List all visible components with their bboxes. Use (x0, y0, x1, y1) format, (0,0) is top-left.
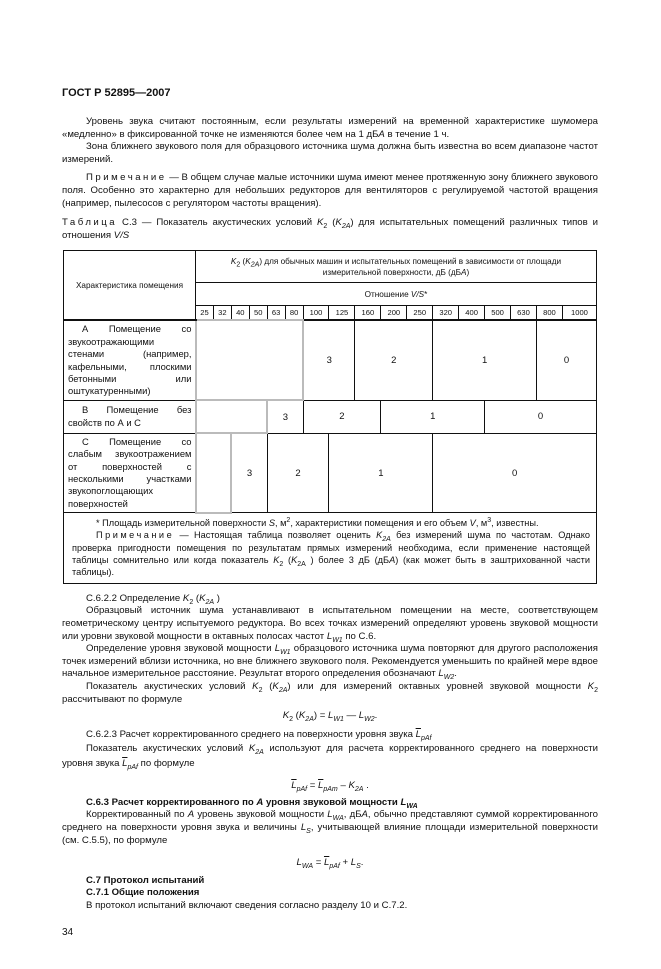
text-segment: . (374, 710, 378, 722)
table-row (64, 433, 597, 512)
ratio-column-header: 500 (485, 306, 511, 321)
text-segment: $\overline{L}$ (323, 857, 330, 869)
text-segment: K (199, 592, 206, 604)
text-segment: – (337, 780, 349, 792)
text-segment: L (328, 710, 334, 722)
text-segment: Отношение (364, 289, 411, 299)
text-segment: K (252, 680, 259, 692)
ratio-column-header: 32 (213, 306, 231, 321)
text-segment: W1 (333, 716, 344, 723)
text-segment: $\overline{L}$ (122, 758, 128, 770)
text-segment: 2 (289, 716, 294, 723)
text-segment: K (272, 680, 279, 692)
text-segment: Зона ближнего звукового поля для образцового источника шума должна быть известна во всем диапазоне частот измерений. (62, 141, 598, 165)
paragraph (62, 643, 598, 681)
text-segment: W1 (280, 649, 291, 657)
hatched-cell (196, 433, 232, 512)
text-segment: K (335, 217, 342, 229)
text-segment: ( (283, 554, 292, 565)
text-segment: L (438, 668, 444, 680)
text-segment: K (230, 256, 237, 266)
text-segment: Примечание (96, 530, 175, 541)
document-page (62, 0, 598, 969)
text-segment: 2A (354, 786, 364, 794)
text-segment: L (296, 857, 302, 869)
text-segment: , обычно представляют суммой корректированного среднего на поверхности уровня звука и величины (62, 809, 598, 834)
text-segment: K (282, 710, 290, 722)
text-segment: 2 (236, 261, 241, 269)
text-segment: ) более 3 дБ (дБ (305, 554, 390, 565)
ratio-column-header: 200 (381, 306, 407, 321)
text-segment: . (360, 857, 364, 869)
k2-value-cell: 1 (433, 320, 537, 400)
section-heading (62, 729, 598, 742)
section-heading (62, 593, 598, 606)
hatched-cell (196, 400, 268, 433)
text-segment: А (461, 267, 467, 277)
text-segment: S (268, 517, 275, 528)
text-segment: pAm (323, 786, 338, 794)
text-segment: W2 (443, 674, 455, 682)
section-heading: С.7 Протокол испытаний (86, 874, 205, 886)
text-segment: ) или для измерений октавных уровней звуковой мощности (287, 680, 588, 692)
text-segment: Определение уровня звуковой мощности (86, 643, 275, 655)
column-header-room: Характеристика помещения (64, 251, 196, 321)
text-segment: W1 (332, 636, 343, 644)
text-segment: 3 (487, 516, 492, 524)
ratio-column-header: 80 (285, 306, 303, 321)
k2-value-cell: 2 (355, 320, 433, 400)
text-segment: — (343, 710, 359, 722)
room-type-label: В Помещение без свойств по А и С (64, 400, 196, 433)
body-bottom (62, 593, 598, 913)
text-segment: 2 (189, 598, 194, 606)
text-segment: L (326, 630, 333, 642)
text-segment: уровня звуковой мощности (263, 796, 401, 808)
text-segment: по формуле (137, 758, 195, 770)
ratio-column-header: 63 (267, 306, 285, 321)
text-segment: pAf (127, 764, 138, 772)
ratio-column-header: 125 (329, 306, 355, 321)
text-segment: WA (301, 863, 314, 871)
text-segment: V/S (113, 229, 130, 241)
text-segment: S (356, 863, 361, 871)
text-segment: используют для расчета корректированного среднего на поверхности уровня звука (62, 743, 598, 770)
group-header (196, 251, 597, 283)
text-segment: L (358, 710, 365, 722)
text-segment: ) (214, 592, 220, 604)
section-heading (62, 797, 598, 810)
body-top (62, 116, 598, 242)
ratio-column-header: 40 (231, 306, 249, 321)
text-segment: С.3 — Показатель акустических условий (117, 217, 317, 229)
text-segment: ) (как может быть в заштрихованной части таблицы). (72, 554, 590, 578)
text-segment: — В общем случае малые источники шума имеют менее протяженную зону ближнего звукового поля. Особенно это характерно для небольших редукторов для вентиляторов с регулируемой частотой вращения (например, пылесосов с регулятором частоты вращения). (62, 172, 598, 209)
paragraph (62, 681, 598, 706)
text-segment: K (245, 256, 251, 266)
room-type-label: А Помещение со звукоотражающими стенами (например, кафельными, плоскими бетонными или оштукатуренными) (64, 320, 196, 400)
text-segment: . (454, 668, 457, 680)
text-segment: 2A (382, 535, 391, 543)
section-heading: С.7.1 Общие положения (86, 887, 200, 899)
ratio-column-header: 160 (355, 306, 381, 321)
text-segment: 2 (279, 560, 284, 568)
text-segment: ) (466, 267, 470, 277)
ratio-column-header: 25 (196, 306, 214, 321)
text-segment: K (182, 592, 190, 604)
text-segment: С.6.3 Расчет корректированного по (86, 796, 257, 808)
text-segment: 2 (594, 686, 598, 694)
text-segment: , характеристики помещения и его объем (290, 517, 470, 528)
text-segment: L (350, 857, 357, 869)
k2-value-cell: 0 (536, 320, 596, 400)
text-segment: А (361, 809, 368, 821)
text-segment: K (298, 710, 306, 722)
text-segment: ( (327, 217, 336, 229)
text-segment: A (187, 809, 195, 821)
table-row (64, 400, 597, 433)
text-segment: L (274, 643, 281, 655)
text-segment: L (327, 809, 333, 821)
paragraph (62, 605, 598, 643)
text-segment: L (400, 796, 407, 808)
formula (62, 780, 598, 793)
hatched-cell (196, 320, 304, 400)
note (62, 172, 598, 210)
text-segment: Образцовый источник шума устанавливают в испытательном помещении на месте, соответствующем геометрическому центру испытуемого редуктора. Во всех точках измерений определяют уровень звуковой мощности или уровни звуковой мощности в октавных полосах частот (62, 605, 598, 642)
ratio-column-header: 250 (407, 306, 433, 321)
paragraph (62, 116, 598, 141)
text-segment: , известны. (491, 517, 539, 528)
k2-value-cell: 3 (267, 400, 303, 433)
acoustic-conditions-table (63, 250, 597, 583)
text-segment: 2A (250, 261, 260, 269)
footnote (72, 517, 590, 529)
ratio-column-header: 100 (303, 306, 329, 321)
table-caption (62, 217, 598, 242)
text-segment: 2 (258, 686, 263, 694)
text-segment: Примечание (86, 172, 167, 184)
text-segment: , учитывающей влияние площади измерительной поверхности (см. С.5.5), по формуле (62, 822, 598, 846)
document-header: ГОСТ Р 52895—2007 (62, 87, 171, 99)
table-note (72, 529, 590, 579)
text-segment: ) для обычных машин и испытательных помещений в зависимости от площади измерительной поверхности, дБ (дБ (259, 256, 562, 277)
text-segment: 2A (255, 749, 264, 757)
k2-value-cell: 1 (329, 433, 433, 512)
text-segment: $\overline{L}$ (415, 728, 421, 740)
text-segment: , м (275, 517, 287, 528)
ratio-header (196, 283, 597, 306)
text-segment: * (424, 289, 428, 299)
text-segment: — Настоящая таблица позволяет оценить (174, 530, 377, 541)
text-segment: С.6.2.2 Определение (86, 592, 183, 604)
table-row (64, 320, 597, 400)
text-segment: K (317, 217, 324, 229)
text-segment: * Площадь измерительной поверхности (96, 517, 269, 528)
text-segment: ( (240, 256, 246, 266)
text-segment: в течение 1 ч. (384, 128, 450, 140)
text-segment: Уровень звука считают постоянным, если результаты измерений на временной характеристике шумомера «медленно» в фиксированной точке не изменяются более чем на 1 дБ (62, 116, 598, 140)
paragraph (62, 141, 598, 166)
paragraph: В протокол испытаний включают сведения согласно разделу 10 и С.7.2. (86, 900, 408, 912)
paragraph (62, 741, 598, 771)
text-segment: уровень звуковой мощности (194, 809, 328, 821)
k2-value-cell: 0 (433, 433, 597, 512)
text-segment: С.6.2.3 Расчет корректированного среднего на поверхности уровня звука (86, 728, 416, 740)
text-segment: + (339, 857, 351, 869)
text-segment: А (378, 128, 385, 140)
text-segment: Показатель акустических условий (86, 743, 249, 755)
k2-value-cell: 0 (485, 400, 597, 433)
text-segment: 2A (305, 716, 314, 723)
ratio-column-header: 630 (511, 306, 537, 321)
ratio-column-header: 1000 (562, 306, 596, 321)
text-segment: = (307, 780, 319, 792)
ratio-column-header: 320 (433, 306, 459, 321)
text-segment: ) = (313, 710, 328, 722)
text-segment: по С.6. (342, 630, 377, 642)
text-segment: образцового источника шума повторяют для другого расположения точек измерений вблизи источника, но вне ближнего звукового поля. Рекомендуется уменьшить по крайней мере вдвое начальное измерительное расстояние. Результат второго определения обозначают (62, 643, 598, 680)
text-segment: . (363, 780, 369, 792)
text-segment: K (248, 743, 256, 755)
text-segment: ) для испытательных помещений различных типов и отношения (62, 217, 598, 241)
text-segment: S (306, 827, 311, 835)
text-segment: V (469, 517, 476, 528)
table-footnote-cell (64, 513, 597, 584)
text-segment: K (273, 554, 280, 565)
text-segment: $\overline{L}$ (291, 780, 297, 792)
paragraph (62, 809, 598, 847)
text-segment: 2A (205, 598, 215, 606)
k2-value-cell: 2 (267, 433, 329, 512)
text-segment: Таблица (62, 217, 118, 229)
text-segment: = (313, 857, 324, 869)
text-segment: V/S (410, 289, 425, 299)
page-number: 34 (62, 926, 74, 938)
text-segment: pAf (329, 863, 340, 871)
text-segment: , м (475, 517, 488, 528)
text-segment: Показатель акустических условий (86, 680, 253, 692)
text-segment: , дБ (343, 809, 362, 821)
text-segment: 2A (297, 560, 306, 568)
text-segment: K (587, 680, 595, 692)
text-segment: $\overline{L}$ (318, 780, 324, 792)
text-segment: 2 (323, 223, 328, 231)
ratio-column-header: 800 (536, 306, 562, 321)
text-segment: W2 (364, 716, 375, 723)
text-segment: ( (293, 710, 299, 722)
text-segment: pAf (296, 786, 308, 794)
k2-value-cell: 3 (231, 433, 267, 512)
text-segment: ( (193, 592, 200, 604)
text-segment: K (291, 554, 298, 565)
text-segment: WA (406, 802, 418, 810)
text-segment: Корректированный по (86, 809, 188, 821)
k2-value-cell: 1 (381, 400, 485, 433)
text-segment: без измерений шума по частотам. Однако проверка пригодности помещения по результатам прямых измерений необходима, если применение настоящей таблицы сомнительно или когда показатель (72, 530, 590, 565)
text-segment: K (348, 780, 355, 792)
room-type-label: С Помещение со слабым звукоотражением от поверхностей с несколькими участками звукопоглощающих поверхностей (64, 433, 196, 512)
text-segment: рассчитывают по формуле (62, 693, 183, 705)
text-segment: K (376, 530, 383, 541)
ratio-column-header: 50 (249, 306, 267, 321)
ratio-column-header: 400 (459, 306, 485, 321)
k2-value-cell: 2 (303, 400, 381, 433)
text-segment: 2A (278, 686, 288, 694)
text-segment: А (389, 554, 396, 565)
text-segment: WA (332, 815, 344, 823)
text-segment: pAf (420, 734, 432, 742)
text-segment: 2 (286, 516, 291, 524)
text-segment: ( (262, 680, 273, 692)
text-segment: L (300, 822, 307, 834)
formula (62, 857, 598, 870)
k2-value-cell: 3 (303, 320, 355, 400)
text-segment: A (256, 796, 264, 808)
text-segment: 2A (341, 223, 351, 231)
formula (62, 710, 598, 723)
